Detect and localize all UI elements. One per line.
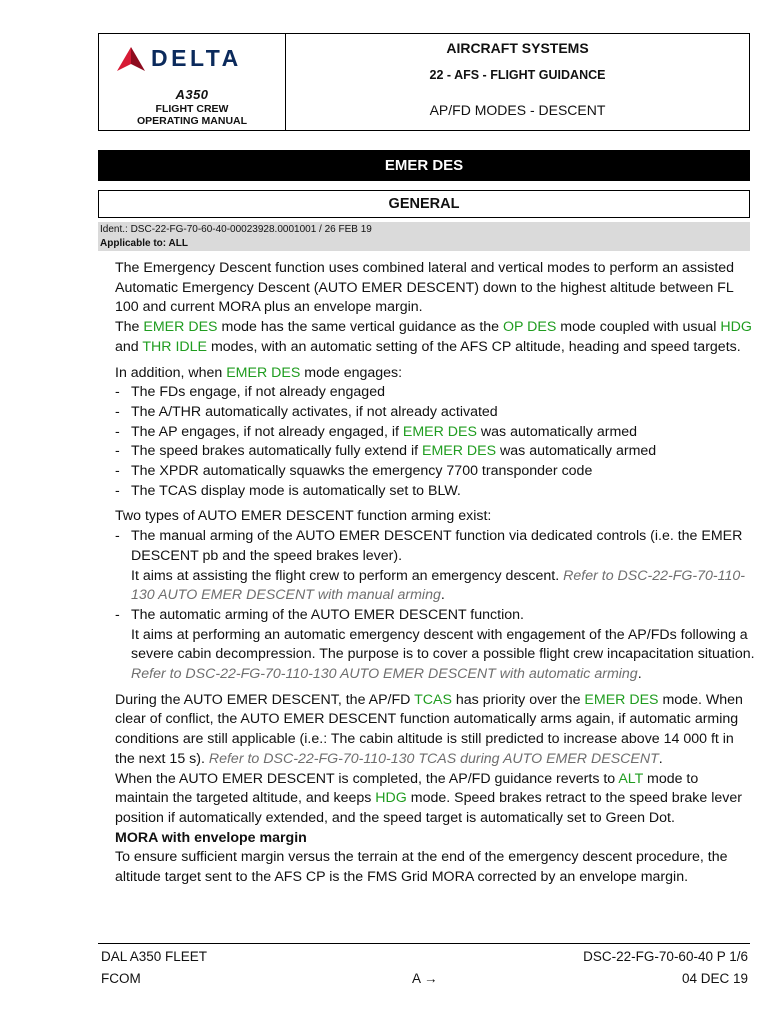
paragraph-arming-types: Two types of AUTO EMER DESCENT function arming exist: [115,508,492,525]
cross-reference-link[interactable]: Refer to DSC-22-FG-70-110-130 AUTO EMER DESCENT with manual arming [131,567,745,604]
header-title-block [286,34,749,130]
paragraph-intro: The Emergency Descent function uses combined lateral and vertical modes to perform an assisted Automatic Emergency Descent (AUTO EMER DESCENT) down to the highest altitude between FL 100 and current MORA plus an envelope margin. [115,260,735,316]
list-item: - The XPDR automatically squawks the emergency 7700 transponder code [115,463,593,480]
footer-doc-ref: DSC-22-FG-70-60-40 P 1/6 [583,949,748,964]
cross-reference-link[interactable]: Refer to DSC-22-FG-70-110-130 AUTO EMER DESCENT with automatic arming [131,666,638,683]
list-item: - The automatic arming of the AUTO EMER DESCENT function. [115,606,524,623]
mode-alt: ALT [618,770,644,787]
cross-reference-link[interactable]: Refer to DSC-22-FG-70-110-130 TCAS during AUTO EMER DESCENT [208,750,659,767]
mode-tcas: TCAS [414,691,452,708]
footer-fcom: FCOM [101,971,141,986]
ident-block [98,222,750,251]
mode-emer-des: EMER DES [422,443,497,460]
list-item: - The A/THR automatically activates, if not already activated [115,403,498,420]
paragraph-emer-des-guidance: The EMER DES mode has the same vertical guidance as the OP DES mode coupled with usual HDG and THR IDLE modes, with an automatic setting of the AFS CP altitude, heading and speed targets. [115,319,752,355]
paragraph-in-addition: In addition, when EMER DES mode engages: [115,364,403,381]
topic-title-bar: EMER DES [98,150,750,181]
list-item: - The AP engages, if not already engaged, if EMER DES was automatically armed [115,423,638,440]
subtopic-title: GENERAL [98,190,750,218]
list-item-detail: It aims at performing an automatic emergency descent with engagement of the AP/FDs following a severe cabin decompression. The purpose is to cover a possible flight crew incapacitation situation. Refer to DSC-22-FG-70-110-130 AUTO EMER DESCENT with automatic arming. [131,626,755,683]
page-header [98,33,750,131]
section-title: AP/FD MODES - DESCENT [429,102,606,118]
mode-emer-des: EMER DES [226,364,301,381]
footer-divider [98,943,750,944]
footer-fleet: DAL A350 FLEET [101,949,208,964]
subheading-mora: MORA with envelope margin [115,829,307,846]
paragraph-tcas-priority: During the AUTO EMER DESCENT, the AP/FD TCAS has priority over the EMER DES mode. When clear of conflict, the AUTO EMER DESCENT function automatically arms again, if automatic arming conditions are still applicable (i.e.: The cabin altitude is still predicted to increase above 14 000 ft in the next 15 s). Refer to DSC-22-FG-70-110-130 TCAS during AUTO EMER DESCENT. [115,691,743,767]
mode-emer-des: EMER DES [143,319,218,336]
chapter-title: 22 - AFS - FLIGHT GUIDANCE [429,68,606,82]
footer-date: 04 DEC 19 [681,971,748,986]
delta-logo-icon [117,47,145,71]
list-item: - The TCAS display mode is automatically set to BLW. [115,482,461,499]
ident-line: Ident.: DSC-22-FG-70-60-40-00023928.0001001 / 26 FEB 19 [100,224,372,235]
footer-revision: A → [412,971,438,986]
paragraph-mora: To ensure sufficient margin versus the terrain at the end of the emergency descent procedure, the altitude target sent to the AFS CP is the FMS Grid MORA corrected by an envelope margin. [115,849,728,886]
mode-hdg: HDG [375,790,407,807]
paragraph-completion: When the AUTO EMER DESCENT is completed, the AP/FD guidance reverts to ALT mode to maintain the targeted altitude, and keeps HDG mode. Speed brakes retract to the speed brake lever position if automatically extended, and the speed target is automatically set to Green Dot. [115,770,742,826]
header-brand-block [99,34,286,130]
mode-emer-des: EMER DES [402,423,477,440]
list-item: - The FDs engage, if not already engaged [115,384,385,401]
list-item: - The speed brakes automatically fully extend if EMER DES was automatically armed [115,443,657,460]
body-content [115,259,755,888]
mode-thr-idle: THR IDLE [142,338,207,355]
list-item-detail: It aims at assisting the flight crew to perform an emergency descent. Refer to DSC-22-FG-70-110-130 AUTO EMER DESCENT with manual arming. [131,567,745,604]
mode-hdg: HDG [720,319,752,336]
list-item: - The manual arming of the AUTO EMER DESCENT function via dedicated controls (i.e. the EMER DESCENT pb and the speed brakes lever). [115,528,743,564]
system-title: AIRCRAFT SYSTEMS [446,40,589,56]
aircraft-model: A350 [175,87,209,102]
mode-emer-des: EMER DES [584,691,659,708]
applicable-line: Applicable to: ALL [100,237,188,249]
mode-op-des: OP DES [503,319,557,336]
manual-title-line2: OPERATING MANUAL [136,115,248,127]
manual-title-line1: FLIGHT CREW [155,103,229,115]
brand-name: DELTA [151,45,242,71]
